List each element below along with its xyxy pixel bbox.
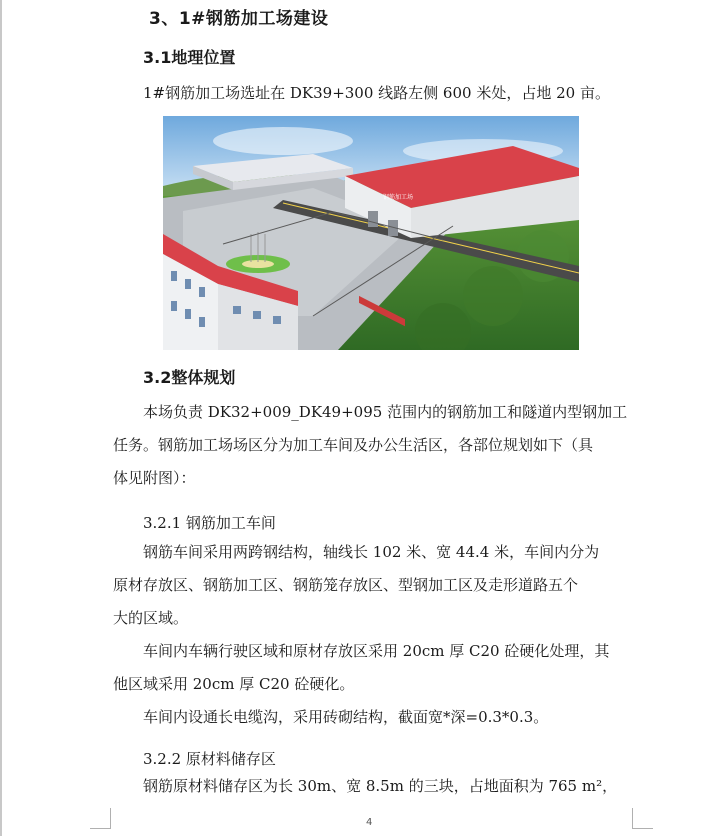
workshop-para-1-line-2: 原材存放区、钢筋加工区、钢筋笼存放区、型钢加工区及走形道路五个 [113, 576, 579, 594]
workshop-para-2-line-1: 车间内车辆行驶区域和原材存放区采用 20cm 厚 C20 砼硬化处理，其 [143, 642, 610, 660]
section-3-2-line-3: 体见附图）： [113, 469, 196, 487]
workshop-para-3-line-1: 车间内设通长电缆沟，采用砖砌结构，截面宽*深=0.3*0.3。 [143, 708, 549, 726]
site-rendering-image [163, 116, 579, 350]
workshop-para-1-line-1: 钢筋车间采用两跨钢结构，轴线长 102 米、宽 44.4 米，车间内分为 [143, 543, 600, 561]
section-3-2-2-title: 3.2.2 原材料储存区 [143, 750, 276, 768]
section-heading: 3、1#钢筋加工场建设 [149, 9, 329, 29]
page-corner-mark-right [632, 808, 653, 829]
section-3-1-text: 1#钢筋加工场选址在 DK39+300 线路左侧 600 米处，占地 20 亩。 [143, 84, 610, 102]
page-left-border [0, 0, 2, 836]
section-3-2-title: 3.2整体规划 [143, 368, 236, 387]
section-3-2-line-2: 任务。钢筋加工场场区分为加工车间及办公生活区，各部位规划如下（具 [113, 436, 594, 454]
workshop-para-2-line-2: 他区域采用 20cm 厚 C20 砼硬化。 [113, 675, 355, 693]
section-3-1-title: 3.1地理位置 [143, 48, 236, 67]
workshop-para-1-line-3: 大的区域。 [113, 609, 189, 627]
workshop-sign-text: 钢筋加工场 [383, 194, 414, 201]
page-corner-mark-left [90, 808, 111, 829]
page-number: 4 [366, 817, 373, 828]
section-3-2-line-1: 本场负责 DK32+009_DK49+095 范围内的钢筋加工和隧道内型钢加工 [143, 403, 628, 421]
section-3-2-1-title: 3.2.1 钢筋加工车间 [143, 514, 276, 532]
storage-para-1-line-1: 钢筋原材料储存区为长 30m、宽 8.5m 的三块，占地面积为 765 m²， [143, 777, 618, 795]
